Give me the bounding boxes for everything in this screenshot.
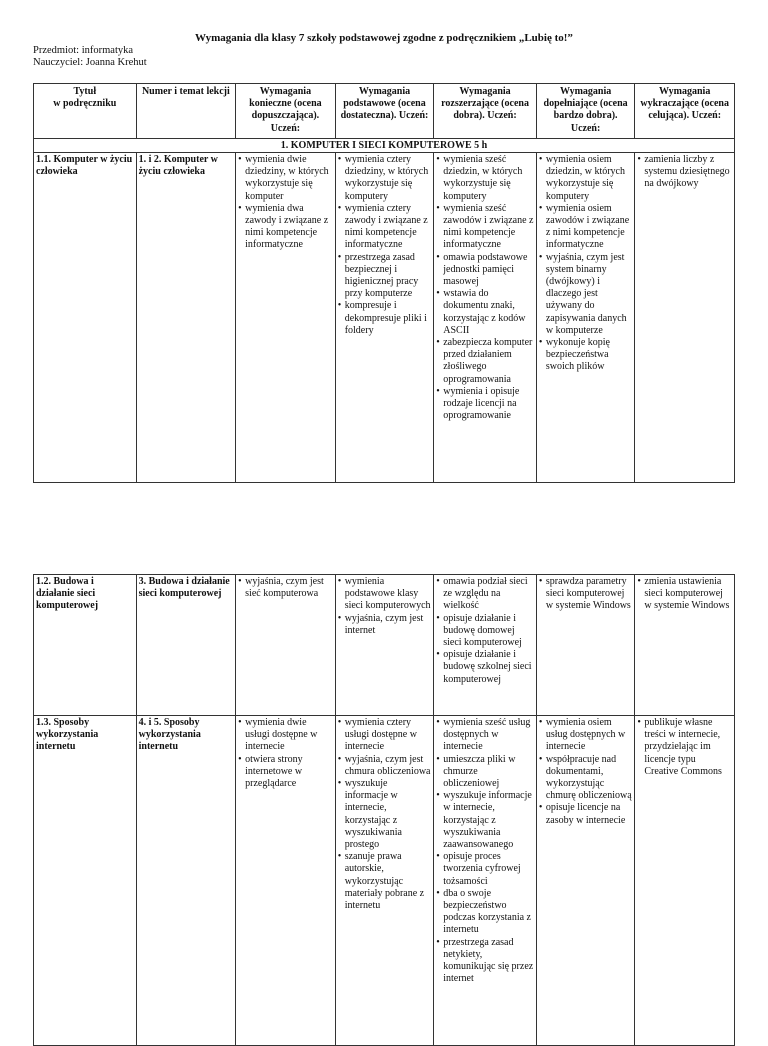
requirement-item: • wyjaśnia, czym jest system binarny (dwójkowy) i dlaczego jest używany do zapisywania danych w komputerze xyxy=(539,252,633,337)
requirement-item: • otwiera strony internetowe w przeglądarce xyxy=(238,754,333,791)
section-title: 1. KOMPUTER I SIECI KOMPUTEROWE 5 h xyxy=(34,139,735,153)
requirement-item: • dba o swoje bezpieczeństwo podczas korzystania z internetu xyxy=(436,888,534,937)
requirements-cell xyxy=(236,716,336,1046)
row-lesson: 3. Budowa i działanie sieci komputerowej xyxy=(136,575,236,716)
requirement-item: • wymienia dwie usługi dostępne w internecie xyxy=(238,717,333,754)
requirement-item: • wymienia dwa zawody i związane z nimi kompetencje informatyczne xyxy=(238,203,333,252)
requirement-item: • wymienia dwie dziedziny, w których wykorzystuje się komputer xyxy=(238,154,333,203)
requirement-item: • wymienia osiem zawodów i związane z nimi kompetencje informatyczne xyxy=(539,203,633,252)
requirement-item: • umieszcza pliki w chmurze obliczeniowej xyxy=(436,754,534,791)
table-row xyxy=(34,575,735,716)
requirements-list xyxy=(436,154,534,422)
requirements-list xyxy=(436,576,534,686)
requirement-item: • publikuje własne treści w internecie, przydzielając im licencje typu Creative Commons xyxy=(637,717,732,778)
requirement-item: • sprawdza parametry sieci komputerowej w systemie Windows xyxy=(539,576,633,613)
requirements-list xyxy=(338,717,432,912)
requirement-item: • wstawia do dokumentu znaki, korzystając z kodów ASCII xyxy=(436,288,534,337)
requirement-item: • kompresuje i dekompresuje pliki i foldery xyxy=(338,300,432,337)
section-row xyxy=(34,139,735,153)
row-lesson: 4. i 5. Sposoby wykorzystania internetu xyxy=(136,716,236,1046)
requirements-list xyxy=(436,717,534,985)
requirement-item: • wymienia sześć dziedzin, w których wykorzystuje się komputery xyxy=(436,154,534,203)
requirements-cell xyxy=(635,716,735,1046)
requirement-item: • wymienia podstawowe klasy sieci komputerowych xyxy=(338,576,432,613)
requirements-list xyxy=(539,576,633,613)
requirement-item: • opisuje działanie i budowę szkolnej sieci komputerowej xyxy=(436,649,534,686)
requirement-item: • przestrzega zasad netykiety, komunikując się przez internet xyxy=(436,937,534,986)
requirements-cell xyxy=(434,153,537,483)
requirements-cell xyxy=(536,575,635,716)
requirement-item: • wymienia osiem dziedzin, w których wykorzystuje się komputery xyxy=(539,154,633,203)
requirements-list xyxy=(338,576,432,637)
requirement-item: • wymienia sześć usług dostępnych w internecie xyxy=(436,717,534,754)
row-title: 1.1. Komputer w życiu człowieka xyxy=(34,153,137,483)
teacher-line: Nauczyciel: Joanna Krehut xyxy=(33,57,147,68)
requirement-item: • wyszukuje informacje w internecie, korzystając z wyszukiwania zaawansowanego xyxy=(436,790,534,851)
requirement-item: • wyjaśnia, czym jest internet xyxy=(338,613,432,637)
requirements-list xyxy=(637,717,732,778)
row-title: 1.3. Sposoby wykorzystania internetu xyxy=(34,716,137,1046)
requirement-item: • wymienia osiem usług dostępnych w internecie xyxy=(539,717,633,754)
requirement-item: • wymienia cztery zawody i związane z nimi kompetencje informatyczne xyxy=(338,203,432,252)
requirements-cell xyxy=(536,716,635,1046)
requirements-cell xyxy=(434,716,537,1046)
header-basic: Wymagania podstawowe (ocena dostateczna). Uczeń: xyxy=(335,84,434,139)
requirements-cell xyxy=(635,575,735,716)
requirements-list xyxy=(238,154,333,252)
row-lesson: 1. i 2. Komputer w życiu człowieka xyxy=(136,153,236,483)
requirements-list xyxy=(338,154,432,337)
header-extended: Wymagania rozszerzające (ocena dobra). Uczeń: xyxy=(434,84,537,139)
row-title: 1.2. Budowa i działanie sieci komputerowej xyxy=(34,575,137,716)
requirement-item: • przestrzega zasad bezpiecznej i higienicznej pracy przy komputerze xyxy=(338,252,432,301)
requirement-item: • omawia podział sieci ze względu na wielkość xyxy=(436,576,534,613)
subject-line: Przedmiot: informatyka xyxy=(33,45,134,56)
requirements-cell xyxy=(236,575,336,716)
requirement-item: • wymienia i opisuje rodzaje licencji na oprogramowanie xyxy=(436,386,534,423)
requirements-cell xyxy=(335,575,434,716)
requirement-item: • szanuje prawa autorskie, wykorzystując materiały pobrane z internetu xyxy=(338,851,432,912)
requirements-list xyxy=(637,576,732,613)
requirement-item: • wykonuje kopię bezpieczeństwa swoich plików xyxy=(539,337,633,374)
requirement-item: • współpracuje nad dokumentami, wykorzystując chmurę obliczeniową xyxy=(539,754,633,803)
requirement-item: • wyjaśnia, czym jest chmura obliczeniowa xyxy=(338,754,432,778)
requirements-list xyxy=(539,717,633,827)
requirements-cell xyxy=(335,716,434,1046)
requirements-cell xyxy=(434,575,537,716)
requirement-item: • wymienia cztery usługi dostępne w internecie xyxy=(338,717,432,754)
requirement-item: • omawia podstawowe jednostki pamięci masowej xyxy=(436,252,534,289)
requirement-item: • zabezpiecza komputer przed działaniem złośliwego oprogramowania xyxy=(436,337,534,386)
requirements-cell xyxy=(536,153,635,483)
requirement-item: • wymienia sześć zawodów i związane z nimi kompetencje informatyczne xyxy=(436,203,534,252)
header-lesson: Numer i temat lekcji xyxy=(136,84,236,139)
requirements-table-page-1 xyxy=(33,83,735,483)
requirements-cell xyxy=(635,153,735,483)
table-row xyxy=(34,153,735,483)
header-complementary: Wymagania dopełniające (ocena bardzo dobra). Uczeń: xyxy=(536,84,635,139)
requirement-item: • opisuje licencje na zasoby w internecie xyxy=(539,802,633,826)
header-row xyxy=(34,84,735,139)
requirements-list xyxy=(238,576,333,600)
requirement-item: • wymienia cztery dziedziny, w których wykorzystuje się komputery xyxy=(338,154,432,203)
requirements-list xyxy=(637,154,732,191)
requirements-list xyxy=(238,717,333,790)
header-required: Wymagania konieczne (ocena dopuszczająca). Uczeń: xyxy=(236,84,336,139)
requirement-item: • zamienia liczby z systemu dziesiętnego na dwójkowy xyxy=(637,154,732,191)
requirement-item: • zmienia ustawienia sieci komputerowej w systemie Windows xyxy=(637,576,732,613)
requirements-cell xyxy=(236,153,336,483)
requirements-list xyxy=(539,154,633,374)
table-row xyxy=(34,716,735,1046)
requirements-table-page-2 xyxy=(33,574,735,1046)
header-beyond: Wymagania wykraczające (ocena celująca). Uczeń: xyxy=(635,84,735,139)
requirements-cell xyxy=(335,153,434,483)
document-title: Wymagania dla klasy 7 szkoły podstawowej zgodne z podręcznikiem „Lubię to!” xyxy=(195,32,573,44)
requirement-item: • wyszukuje informacje w internecie, korzystając z wyszukiwania prostego xyxy=(338,778,432,851)
requirement-item: • opisuje proces tworzenia cyfrowej tożsamości xyxy=(436,851,534,888)
requirement-item: • opisuje działanie i budowę domowej sieci komputerowej xyxy=(436,613,534,650)
header-title: Tytuł w podręczniku xyxy=(34,84,137,139)
requirement-item: • wyjaśnia, czym jest sieć komputerowa xyxy=(238,576,333,600)
